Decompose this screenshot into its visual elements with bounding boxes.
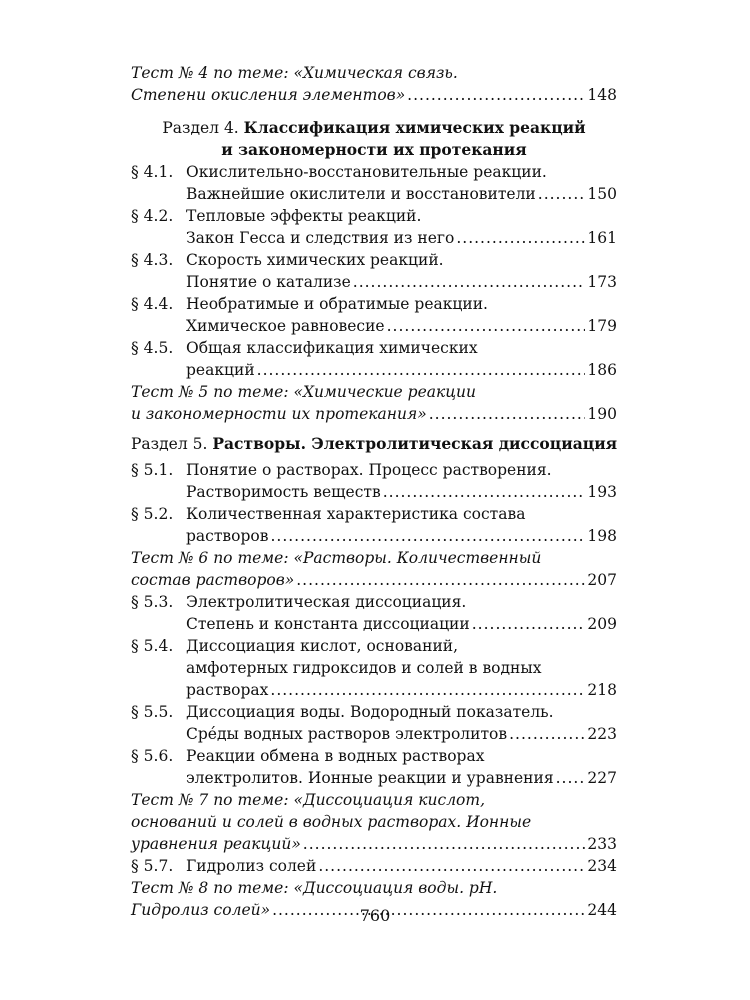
toc-entry-4-4: § 4.4. Необратимые и обратимые реакции. bbox=[131, 295, 488, 313]
toc-entry-4-5: § 4.5. Общая классификация химических bbox=[131, 339, 478, 357]
toc-entry-5-4-cont: амфотерных гидроксидов и солей в водных bbox=[186, 659, 542, 677]
toc-entry-4-3-cont: Понятие о катализе ..... 173 bbox=[131, 271, 617, 293]
dot-leader bbox=[353, 271, 586, 293]
test-7-line-2: оснований и солей в водных растворах. Ионные bbox=[131, 813, 532, 831]
toc-entry-4-4-cont: Химическое равновесие ..... 179 bbox=[131, 315, 617, 337]
test-8-line-2: Гидролиз солей» ..... 244 bbox=[131, 899, 617, 921]
toc-entry-4-2: § 4.2. Тепловые эффекты реакций. bbox=[131, 207, 422, 225]
dot-leader bbox=[318, 855, 585, 877]
dot-leader bbox=[407, 84, 585, 106]
page-number: 760 bbox=[359, 906, 391, 925]
dot-leader bbox=[270, 525, 585, 547]
section-5-heading: Раздел 5. Растворы. Электролитическая диссоциация bbox=[131, 434, 618, 453]
dot-leader bbox=[472, 613, 586, 635]
toc-entry-5-2-cont: растворов ..... 198 bbox=[131, 525, 617, 547]
dot-leader bbox=[270, 679, 585, 701]
dot-leader bbox=[556, 767, 586, 789]
toc-entry-5-4: § 5.4. Диссоциация кислот, оснований, bbox=[131, 637, 459, 655]
toc-entry-5-2: § 5.2. Количественная характеристика состава bbox=[131, 505, 526, 523]
section-4-heading-cont: и закономерности их протекания bbox=[221, 140, 527, 159]
section-4-heading: Раздел 4. Классификация химических реакций bbox=[162, 118, 586, 137]
page-ref: 161 bbox=[587, 229, 617, 247]
toc-entry-5-1-cont: Растворимость веществ ..... 193 bbox=[131, 481, 617, 503]
test-7-line-1: Тест № 7 по теме: «Диссоциация кислот, bbox=[131, 791, 486, 809]
page-ref: 150 bbox=[587, 185, 617, 203]
dot-leader bbox=[538, 183, 586, 205]
page-ref: 198 bbox=[587, 527, 617, 545]
page-ref: 234 bbox=[587, 857, 617, 875]
toc-entry-5-5: § 5.5. Диссоциация воды. Водородный показатель. bbox=[131, 703, 554, 721]
page-ref: 179 bbox=[587, 317, 617, 335]
test-7-line-3: уравнения реакций» ..... 233 bbox=[131, 833, 617, 855]
page-ref: 173 bbox=[587, 273, 617, 291]
test-4-line-2: Степени окисления элементов» ..... 148 bbox=[131, 84, 617, 106]
toc-entry-4-1: § 4.1. Окислительно-восстановительные реакции. bbox=[131, 163, 547, 181]
test-4-line-1: Тест № 4 по теме: «Химическая связь. bbox=[131, 64, 458, 82]
dot-leader bbox=[509, 723, 585, 745]
toc-entry-4-5-cont: реакций ..... 186 bbox=[131, 359, 617, 381]
page-ref: 209 bbox=[587, 615, 617, 633]
toc-entry-4-2-cont: Закон Гесса и следствия из него ..... 161 bbox=[131, 227, 617, 249]
dot-leader bbox=[456, 227, 585, 249]
toc-entry-4-1-cont: Важнейшие окислители и восстановители ..... 150 bbox=[131, 183, 617, 205]
toc-entry-5-6: § 5.6. Реакции обмена в водных растворах bbox=[131, 747, 485, 765]
page-ref: 186 bbox=[587, 361, 617, 379]
table-of-contents bbox=[131, 62, 617, 921]
dot-leader bbox=[303, 833, 586, 855]
toc-entry-5-4-cont-2: растворах ..... 218 bbox=[131, 679, 617, 701]
page-ref: 244 bbox=[587, 901, 617, 919]
test-5-line-2: и закономерности их протекания» ..... 190 bbox=[131, 403, 617, 425]
toc-entry-5-7: § 5.7. Гидролиз солей ..... 234 bbox=[131, 855, 617, 877]
page-ref: 233 bbox=[587, 835, 617, 853]
toc-entry-5-1: § 5.1. Понятие о растворах. Процесс растворения. bbox=[131, 461, 552, 479]
test-5-line-1: Тест № 5 по теме: «Химические реакции bbox=[131, 383, 477, 401]
toc-entry-4-3: § 4.3. Скорость химических реакций. bbox=[131, 251, 444, 269]
page-ref: 223 bbox=[587, 725, 617, 743]
test-6-line-2: состав растворов» ..... 207 bbox=[131, 569, 617, 591]
dot-leader bbox=[257, 359, 586, 381]
dot-leader bbox=[296, 569, 585, 591]
page-ref: 148 bbox=[587, 86, 617, 104]
dot-leader bbox=[429, 403, 586, 425]
dot-leader bbox=[383, 481, 586, 503]
toc-entry-5-5-cont: Сре́ды водных растворов электролитов ..... 223 bbox=[131, 723, 617, 745]
toc-entry-5-3-cont: Степень и константа диссоциации ..... 209 bbox=[131, 613, 617, 635]
test-6-line-1: Тест № 6 по теме: «Растворы. Количественный bbox=[131, 549, 542, 567]
page-ref: 218 bbox=[587, 681, 617, 699]
page-ref: 207 bbox=[587, 571, 617, 589]
toc-entry-5-3: § 5.3. Электролитическая диссоциация. bbox=[131, 593, 467, 611]
test-8-line-1: Тест № 8 по теме: «Диссоциация воды. pH. bbox=[131, 879, 498, 897]
page-ref: 227 bbox=[587, 769, 617, 787]
page-ref: 193 bbox=[587, 483, 617, 501]
toc-entry-5-6-cont: электролитов. Ионные реакции и уравнения ..... 227 bbox=[131, 767, 617, 789]
page-ref: 190 bbox=[587, 405, 617, 423]
dot-leader bbox=[387, 315, 586, 337]
